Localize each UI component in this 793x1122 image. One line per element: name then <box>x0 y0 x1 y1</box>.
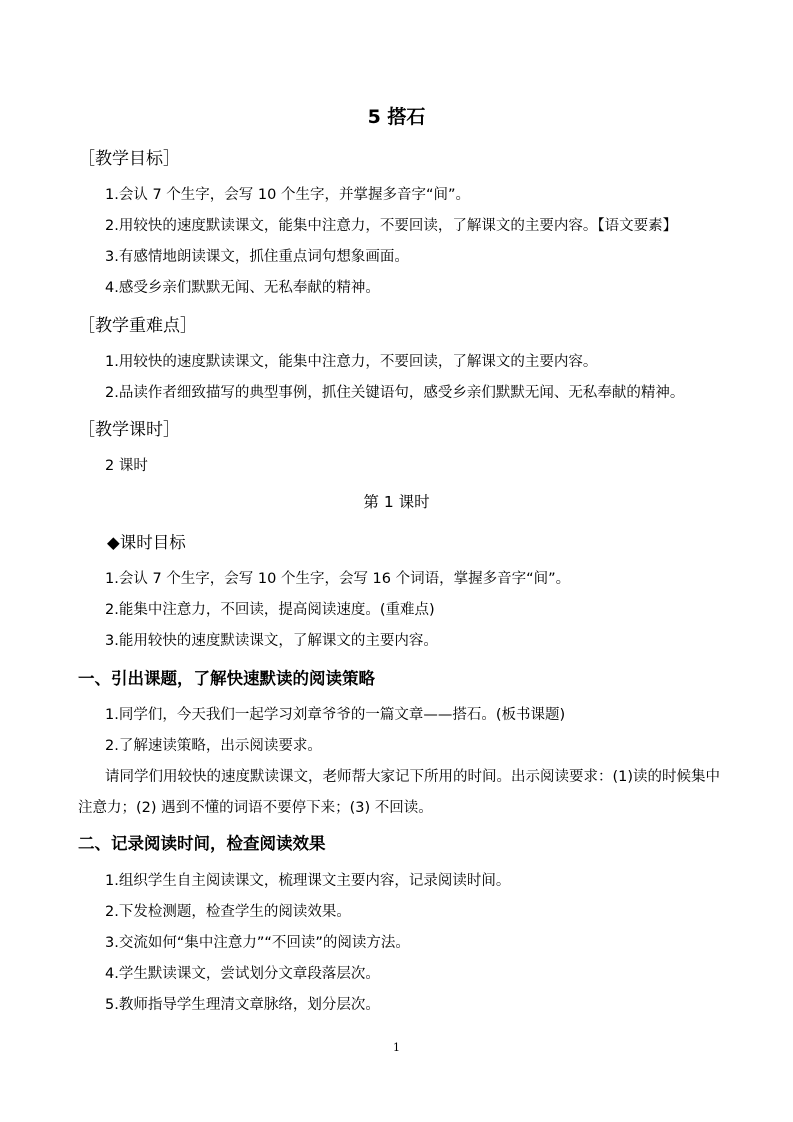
key-point-item: 2.品读作者细致描写的典型事例，抓住关键语句，感受乡亲们默默无闻、无私奉献的精神。 <box>105 385 685 401</box>
step-item: 1.组织学生自主阅读课文，梳理课文主要内容，记录阅读时间。 <box>105 873 511 889</box>
section-heading-goals: ［教学目标］ <box>78 149 180 169</box>
step-heading-2: 二、记录阅读时间，检查阅读效果 <box>78 834 326 853</box>
section-heading-hours: ［教学课时］ <box>78 420 180 440</box>
step-item: 2.下发检测题，检查学生的阅读效果。 <box>105 904 351 920</box>
lesson-goal-item: 3.能用较快的速度默读课文，了解课文的主要内容。 <box>105 633 438 649</box>
step-item: 1.同学们，今天我们一起学习刘章爷爷的一篇文章——搭石。(板书课题) <box>105 707 566 723</box>
lesson-goal-item: 2.能集中注意力，不回读，提高阅读速度。(重难点) <box>105 602 435 618</box>
page-number: 1 <box>393 1041 400 1054</box>
lesson-goal-item: 1.会认 7 个生字，会写 10 个生字，会写 16 个词语，掌握多音字“间”。 <box>105 571 571 587</box>
step-item: 4.学生默读课文，尝试划分文章段落层次。 <box>105 966 380 982</box>
step-heading-1: 一、引出课题，了解快速默读的阅读策略 <box>78 669 375 688</box>
lesson-goal-heading: ◆课时目标 <box>107 533 186 552</box>
step-item: 3.交流如何“集中注意力”“不回读”的阅读方法。 <box>105 935 410 951</box>
key-point-item: 1.用较快的速度默读课文，能集中注意力，不要回读，了解课文的主要内容。 <box>105 354 598 370</box>
goal-item: 2.用较快的速度默读课文，能集中注意力，不要回读，了解课文的主要内容。【语文要素】 <box>105 218 678 234</box>
section-heading-key-points: ［教学重难点］ <box>78 316 197 336</box>
step-paragraph <box>78 762 728 824</box>
goal-item: 4.感受乡亲们默默无闻、无私奉献的精神。 <box>105 280 380 296</box>
lesson-heading: 第 1 课时 <box>363 493 430 511</box>
goal-item: 3.有感情地朗读课文，抓住重点词句想象画面。 <box>105 249 409 265</box>
page-title: 5 搭石 <box>367 106 426 128</box>
goal-item: 1.会认 7 个生字，会写 10 个生字，并掌握多音字“间”。 <box>105 187 470 203</box>
step-item: 5.教师指导学生理清文章脉络，划分层次。 <box>105 997 380 1013</box>
hours-text: 2 课时 <box>105 458 148 474</box>
paragraph-text: 请同学们用较快的速度默读课文，老师帮大家记下所用的时间。出示阅读要求：(1)读的时候集中注意力；(2) 遇到不懂的词语不要停下来；(3) 不回读。 <box>78 769 721 816</box>
step-item: 2.了解速读策略，出示阅读要求。 <box>105 738 322 754</box>
